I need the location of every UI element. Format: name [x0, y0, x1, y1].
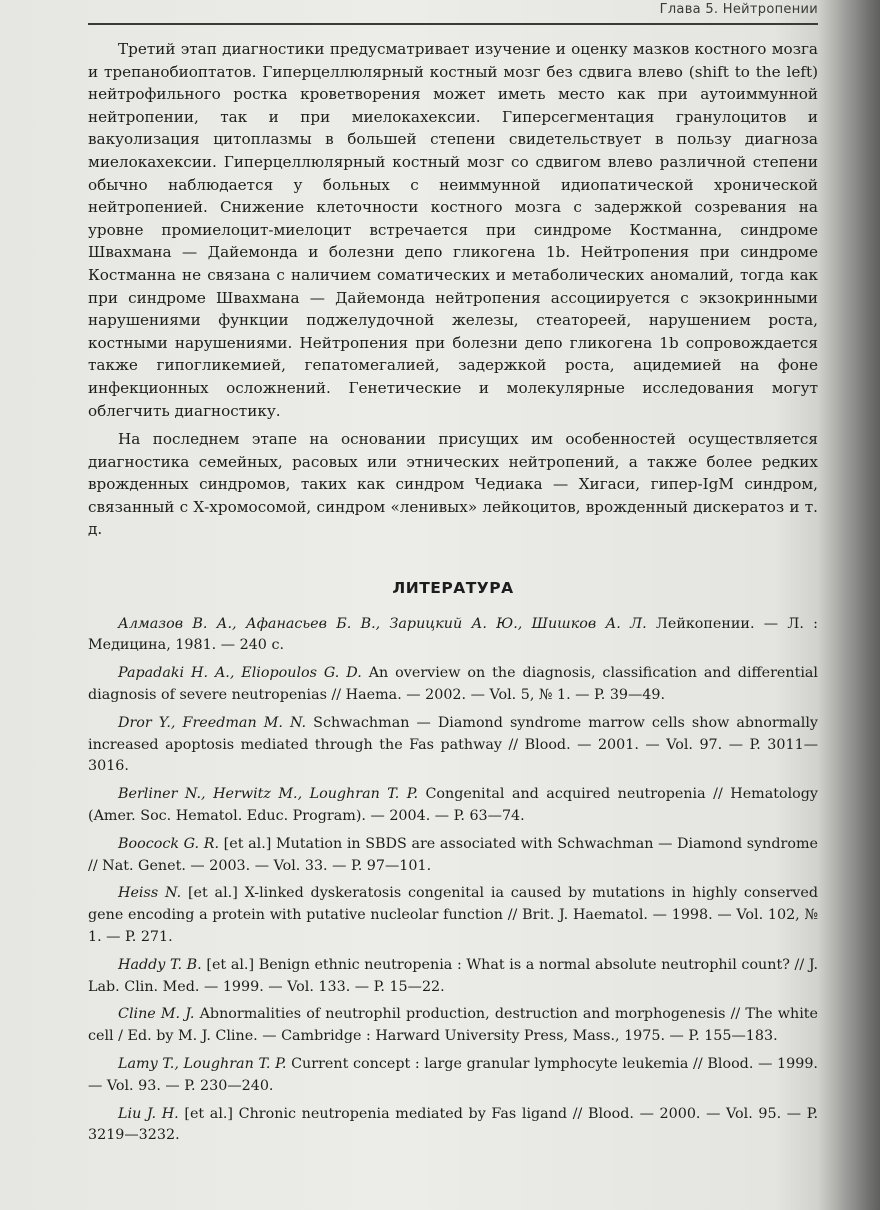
reference-text: Schwachman — Diamond syndrome marrow cells show abnormally increased apoptosis mediated through the Fas pathway // Blood. — 2001. — Vol. 97. — P. 3011—3016. [88, 714, 818, 775]
references-heading: ЛИТЕРАТУРА [392, 579, 514, 598]
reference-item [88, 955, 818, 999]
reference-authors: Алмазов В. А., Афанасьев Б. В., Зарицкий А. Ю., Шишков А. Л. [118, 615, 647, 632]
reference-text: Лейкопении. — Л. : Медицина, 1981. — 240 с. [88, 615, 818, 654]
reference-authors: Berliner N., Herwitz M., Loughran T. P. [118, 786, 419, 803]
reference-text: An overview on the diagnosis, classification and differential diagnosis of severe neutropenias // Haema. — 2002. — Vol. 5, № 1. — P. 39—49. [88, 665, 818, 704]
reference-text: [et al.] Mutation in SBDS are associated with Schwachman — Diamond syndrome // Nat. Genet. — 2003. — Vol. 33. — P. 97—101. [88, 835, 818, 874]
body-paragraph-2: На последнем этапе на основании присущих им особенностей осуществляется диагностика семейных, расовых или этнических нейтропений, а также более редких врожденных синдромов, таких как синдром Чедиака — Хигаси, гипер-IgM синдром, связанный с Х-хромосомой, синдром «ленивых» лейкоцитов, врожденный дискератоз и т. д. [88, 430, 818, 539]
reference-authors: Boocock G. R. [118, 835, 220, 852]
reference-text: Congenital and acquired neutropenia // Hematology (Amer. Soc. Hematol. Educ. Program). — 2004. — P. 63—74. [88, 786, 818, 825]
reference-text: Current concept : large granular lymphocyte leukemia // Blood. — 1999. — Vol. 93. — P. 230—240. [88, 1056, 818, 1094]
reference-item [88, 1104, 818, 1148]
reference-authors: Haddy T. B. [118, 956, 202, 973]
reference-item [88, 713, 818, 778]
reference-item [88, 834, 818, 878]
reference-authors: Heiss N. [118, 885, 182, 902]
references-list [88, 614, 818, 1148]
reference-item [88, 1004, 818, 1048]
page-header [88, 2, 818, 24]
reference-authors: Liu J. H. [118, 1105, 179, 1122]
reference-text: [et al.] Chronic neutropenia mediated by Fas ligand // Blood. — 2000. — Vol. 95. — P. 3219—3232. [88, 1105, 818, 1144]
body-paragraph-1: Третий этап диагностики предусматривает изучение и оценку мазков костного мозга и трепанобиоптатов. Гиперцеллюлярный костный мозг без сдвига влево (shift to the left) нейтрофильного ростка кроветворения может иметь место как при аутоиммунной нейтропении, так и при миелокахексии. Гиперсегментация гранулоцитов и вакуолизация цитоплазмы в большей степени свидетельствует в пользу диагноза миелокахексии. Гиперцеллюлярный костный мозг со сдвигом влево различной степени обычно наблюдается у больных с неиммунной идиопатической хронической нейтропенией. Снижение клеточности костного мозга с задержкой созревания на уровне промиелоцит-миелоцит встречается при синдроме Костманна, синдроме Швахмана — Дайемонда и болезни депо гликогена 1b. Нейтропения при синдроме Костманна не связана с наличием соматических и метаболических аномалий, тогда как при синдроме Швахмана — Дайемонда нейтропения ассоциируется с экзокринными нарушениями функции поджелудочной железы, стеатореей, нарушением роста, костными нарушениями. Нейтропения при болезни депо гликогена 1b сопровождается также гипогликемией, гепатомегалией, задержкой роста, ацидемией на фоне инфекционных осложнений. Генетические и молекулярные исследования могут облегчить диагностику. [88, 40, 818, 420]
reference-authors: Dror Y., Freedman M. N. [118, 714, 307, 731]
reference-item [88, 784, 818, 828]
binding-shadow [818, 0, 880, 1210]
reference-item [88, 883, 818, 948]
header-rule [88, 23, 818, 25]
reference-item [88, 663, 818, 707]
reference-text: Abnormalities of neutrophil production, destruction and morphogenesis // The white cell / Ed. by M. J. Cline. — Cambridge : Harward University Press, Mass., 1975. — P. 155—183. [88, 1006, 818, 1045]
reference-text: [et al.] Benign ethnic neutropenia : What is a normal absolute neutrophil count? // J. Lab. Clin. Med. — 1999. — Vol. 133. — P. 15—22. [88, 956, 818, 995]
reference-authors: Lamy T., Loughran T. P. [118, 1056, 287, 1072]
reference-text: [et al.] X-linked dyskeratosis congenital ia caused by mutations in highly conserved gene encoding a protein with putative nucleolar function // Brit. J. Haematol. — 1998. — Vol. 102, № 1. — P. 271. [88, 885, 819, 946]
running-title: Глава 5. Нейтропении [659, 2, 818, 17]
reference-authors: Papadaki H. A., Eliopoulos G. D. [118, 665, 362, 682]
reference-item [88, 614, 818, 658]
page-content [88, 38, 818, 1147]
reference-item [88, 1054, 818, 1098]
reference-authors: Cline M. J. [118, 1006, 195, 1023]
